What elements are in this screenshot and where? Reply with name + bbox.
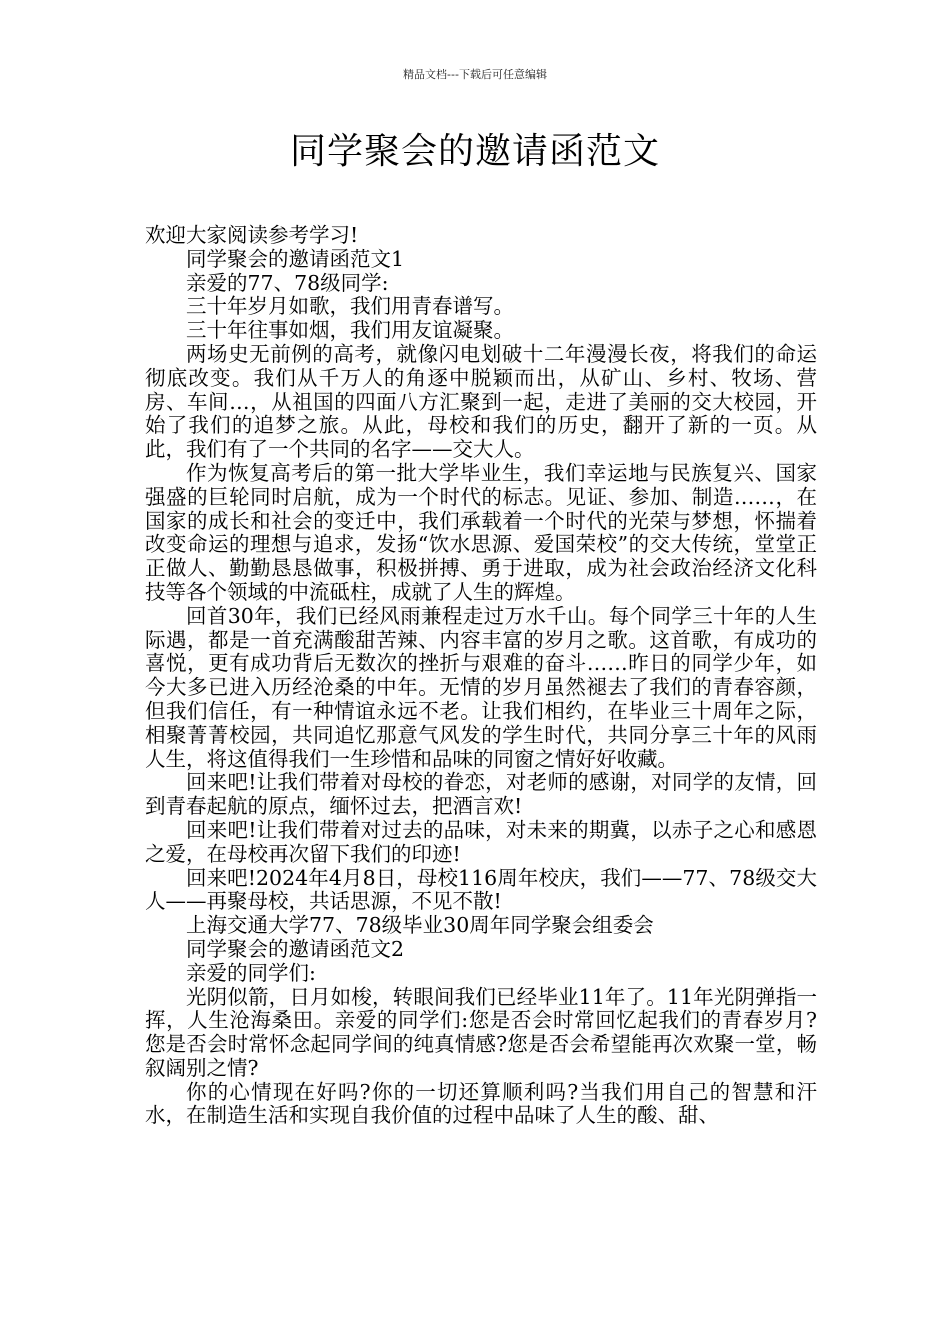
header-note: 精品文档---下载后可任意编辑	[403, 68, 547, 81]
paragraph: 三十年岁月如歌，我们用青春谱写。	[186, 294, 514, 319]
paragraph: 回来吧!2024年4月8日，母校116周年校庆，我们——77、78级交大人——再聚母校，共话思源，不见不散!	[145, 865, 817, 914]
section-heading: 同学聚会的邀请函范文2	[186, 936, 405, 961]
paragraph: 作为恢复高考后的第一批大学毕业生，我们幸运地与民族复兴、国家强盛的巨轮同时启航，成为一个时代的标志。见证、参加、制造……，在国家的成长和社会的变迁中，我们承载着一个时代的光荣与梦想，怀揣着改变命运的理想与追求，发扬“饮水思源、爱国荣校”的交大传统，堂堂正正做人、勤勤恳恳做事，积极拼搏、勇于进取，成为社会政治经济文化科技等各个领域的中流砥柱，成就了人生的辉煌。	[145, 460, 817, 604]
paragraph: 回来吧!让我们带着对母校的眷恋，对老师的感谢，对同学的友情，回到青春起航的原点，缅怀过去，把酒言欢!	[145, 770, 817, 819]
paragraph: 两场史无前例的高考，就像闪电划破十二年漫漫长夜，将我们的命运彻底改变。我们从千万人的角逐中脱颖而出，从矿山、乡村、牧场、营房、车间…，从祖国的四面八方汇聚到一起，走进了美丽的交大校园，开始了我们的追梦之旅。从此，母校和我们的历史，翻开了新的一页。从此，我们有了一个共同的名字——交大人。	[145, 341, 817, 462]
paragraph: 光阴似箭，日月如梭，转眼间我们已经毕业11年了。11年光阴弹指一挥，人生沧海桑田。亲爱的同学们:您是否会时常回忆起我们的青春岁月?您是否会时常怀念起同学间的纯真情感?您是否会希望能再次欢聚一堂，畅叙阔别之情?	[145, 984, 817, 1080]
signature-line: 上海交通大学77、78级毕业30周年同学聚会组委会	[186, 913, 654, 938]
document-body	[145, 224, 817, 1128]
paragraph: 三十年往事如烟，我们用友谊凝聚。	[186, 318, 514, 343]
paragraph: 亲爱的同学们:	[186, 960, 316, 985]
document-title: 同学聚会的邀请函范文	[289, 131, 660, 172]
paragraph: 亲爱的77、78级同学:	[186, 270, 389, 295]
paragraph: 回来吧!让我们带着对过去的品味，对未来的期冀，以赤子之心和感恩之爱，在母校再次留下我们的印迹!	[145, 817, 817, 866]
paragraph: 回首30年，我们已经风雨兼程走过万水千山。每个同学三十年的人生际遇，都是一首充满酸甜苦辣、内容丰富的岁月之歌。这首歌，有成功的喜悦，更有成功背后无数次的挫折与艰难的奋斗……昨日的同学少年，如今大多已进入历经沧桑的中年。无情的岁月虽然褪去了我们的青春容颜，但我们信任，有一种情谊永远不老。让我们相约，在毕业三十周年之际，相聚菁菁校园，共同追忆那意气风发的学生时代，共同分享三十年的风雨人生，将这值得我们一生珍惜和品味的同窗之情好好收藏。	[145, 603, 817, 771]
paragraph: 同学聚会的邀请函范文1	[186, 246, 405, 271]
paragraph: 欢迎大家阅读参考学习!	[145, 223, 359, 247]
paragraph: 你的心情现在好吗?你的一切还算顺利吗?当我们用自己的智慧和汗水，在制造生活和实现自我价值的过程中品味了人生的酸、甜、	[145, 1079, 817, 1128]
